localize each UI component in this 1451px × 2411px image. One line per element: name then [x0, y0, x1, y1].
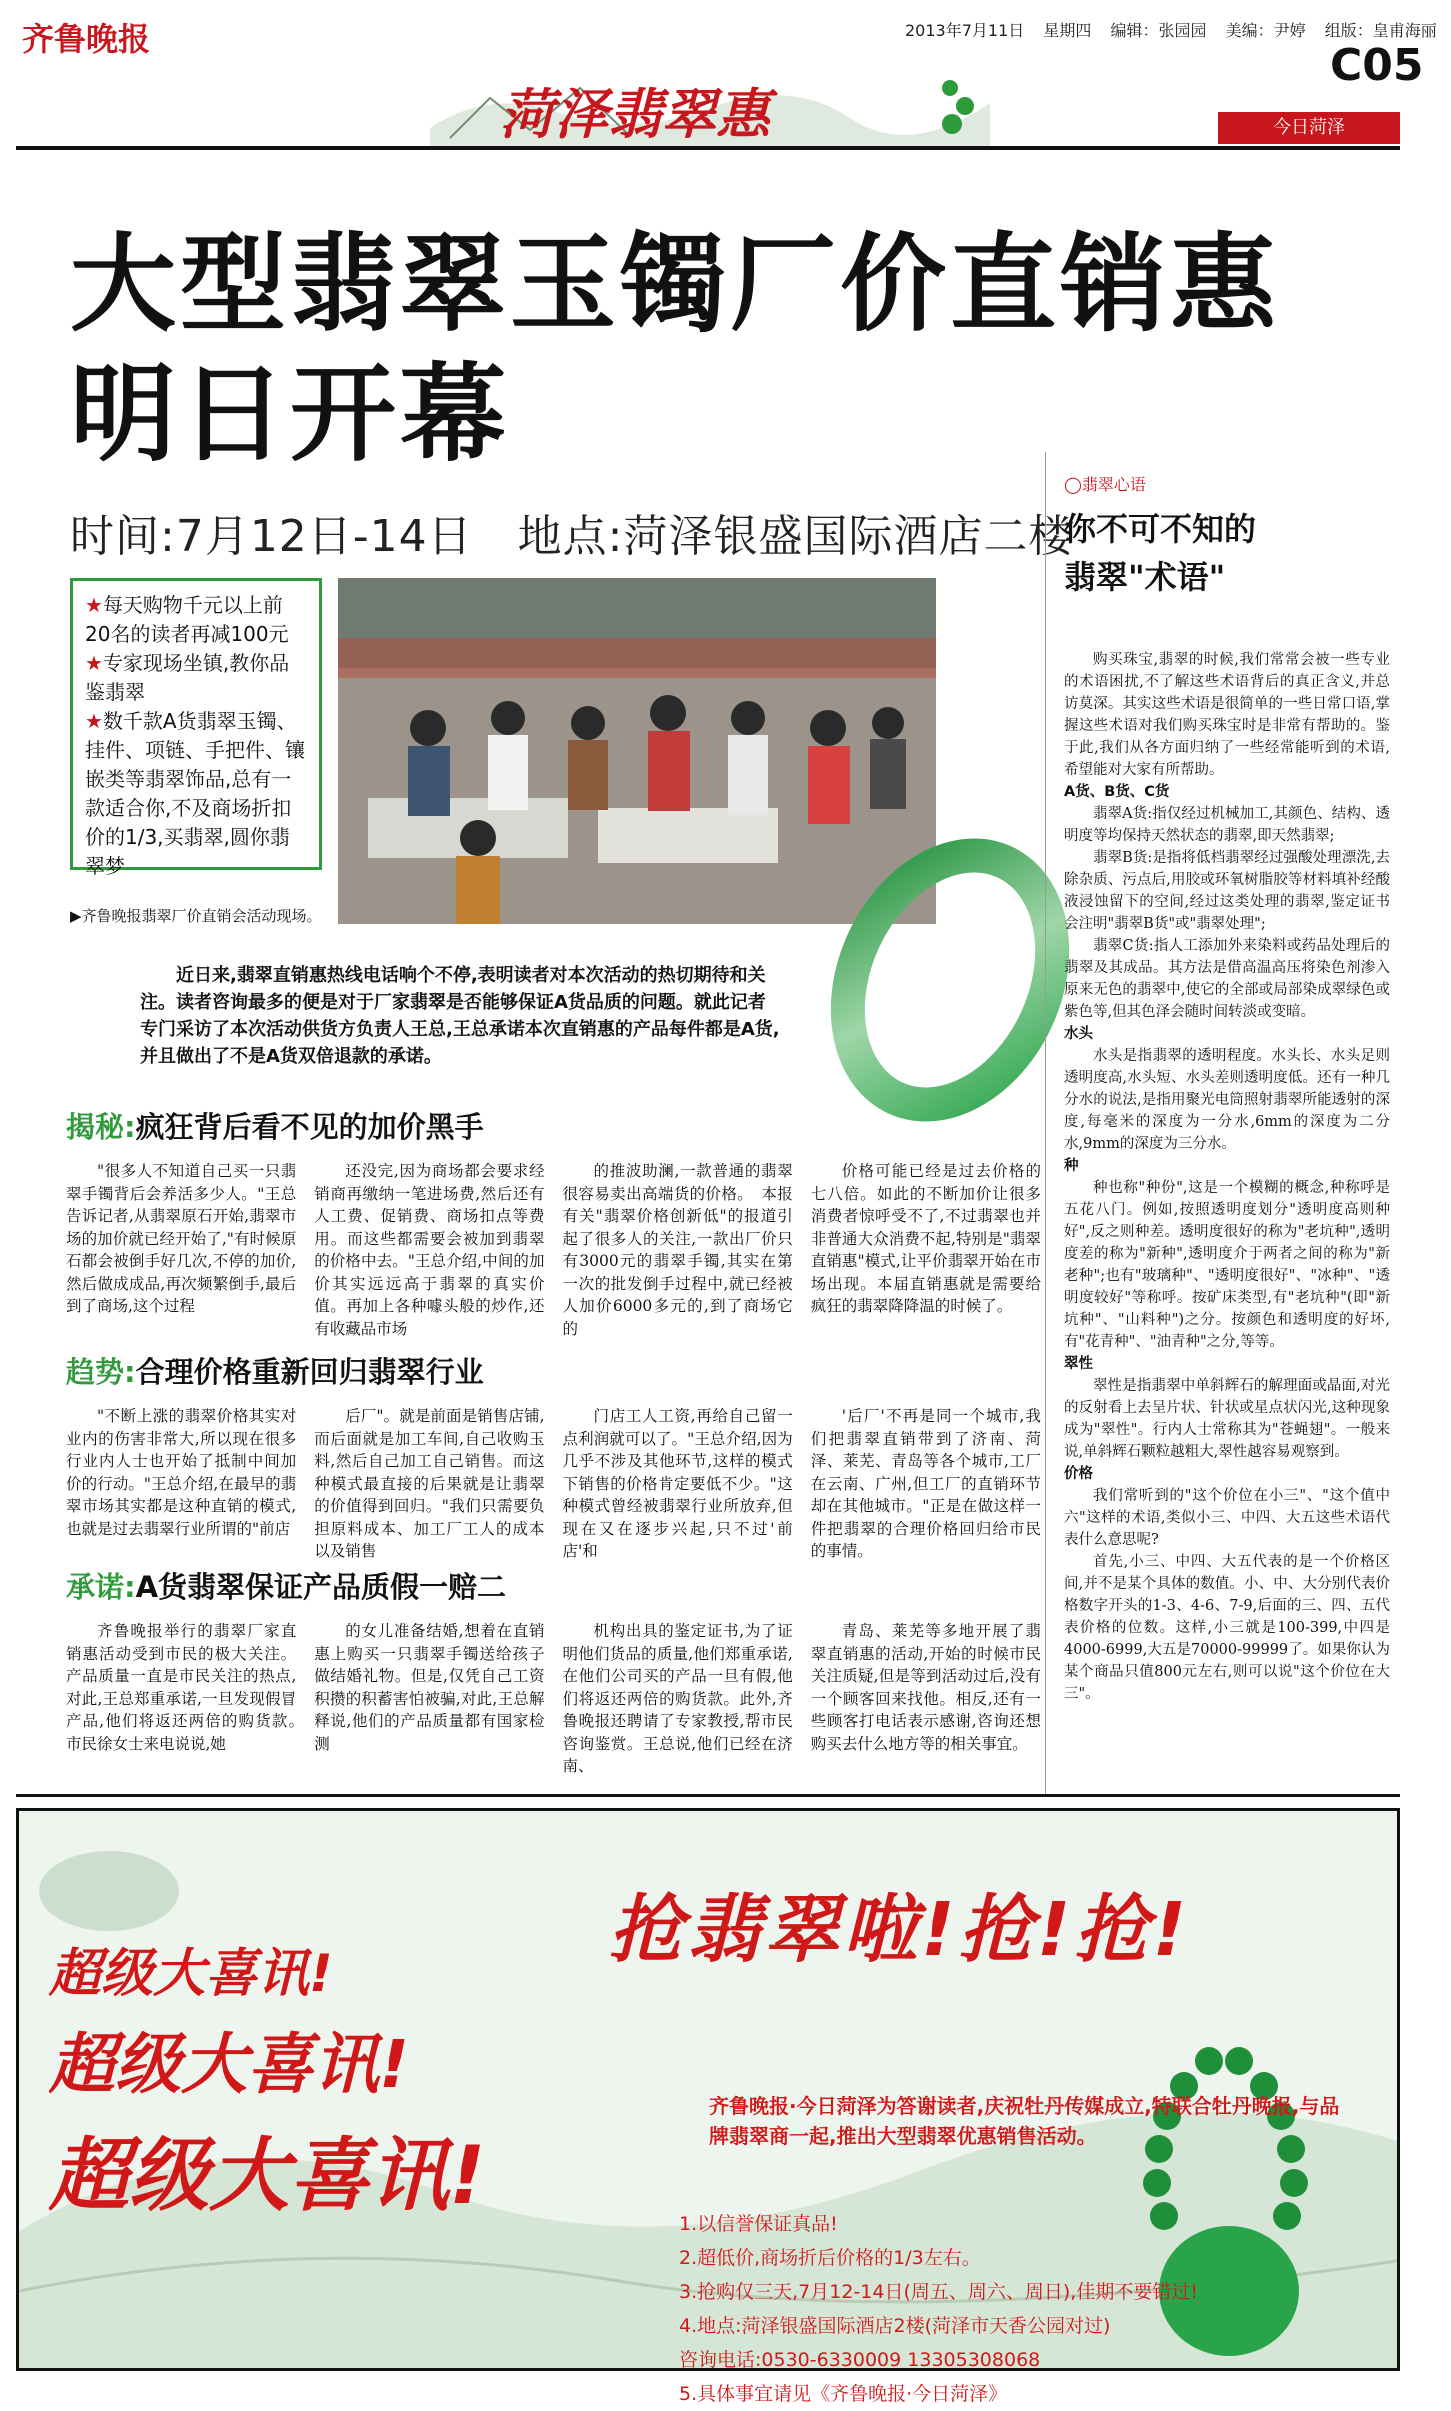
- ad-detail-item: 1.以信誉保证真品!: [679, 2213, 838, 2235]
- page-meta: [905, 18, 1451, 41]
- promo-box: [70, 578, 322, 878]
- glossary-paragraph: 水头是指翡翠的透明程度。水头长、水头足则透明度高,水头短、水头差则透明度低。还有一种几分水的说法,是指用聚光电筒照射翡翠所能透射的深度,每毫米的深度为一分水,6mm的深度为二分水,9mm的深度为三分水。: [1064, 1048, 1390, 1152]
- glossary-term: 价格: [1064, 1466, 1093, 1482]
- article-column: 青岛、莱芜等多地开展了翡翠直销惠的活动,开始的时候市民关注质疑,但是等到活动过后,没有一个顾客回来找他。相反,还有一些顾客打电话表示感谢,咨询还想购买去什么地方等的相关事宜。: [810, 1622, 1041, 1753]
- ad-detail-item: 4.地点:菏泽银盛国际酒店2楼(菏泽市天香公园对过): [679, 2315, 1111, 2337]
- glossary-term: 水头: [1064, 1026, 1093, 1042]
- star-icon: ★: [85, 709, 103, 733]
- article-column: 的女儿准备结婚,想着在直销惠上购买一只翡翠手镯送给孩子做结婚礼物。但是,仅凭自己工资积攒的积蓄害怕被骗,对此,王总解释说,他们的产品质量都有国家检测: [314, 1622, 545, 1753]
- time-place-line: 时间:7月12日-14日 地点:菏泽银盛国际酒店二楼: [70, 511, 1074, 562]
- article-column: 机构出具的鉴定证书,为了证明他们货品的质量,他们郑重承诺,在他们公司买的产品一旦有假,他们将返还两倍的购货款。此外,齐鲁晚报还聘请了专家教授,帮市民咨询鉴赏。王总说,他们已经在济南、: [562, 1622, 793, 1775]
- article-column: 的推波助澜,一款普通的翡翠很容易卖出高端货的价格。 本报有关"翡翠价格创新低"的报道引起了很多人的关注,一款出厂价只有3000元的翡翠手镯,其实在第一次的批发倒手过程中,就已经被人加价6000多元的,到了商场它的: [562, 1162, 793, 1338]
- page-number: C05: [1330, 40, 1424, 91]
- section-banner: [430, 58, 990, 150]
- ad-headline-1: 超级大喜讯!: [49, 1944, 333, 2004]
- sidebar-title: 你不可不知的 翡翠"术语": [1064, 510, 1257, 596]
- glossary-paragraph: 购买珠宝,翡翠的时候,我们常常会被一些专业的术语困扰,不了解这些术语背后的真正含义,并总访莫深。其实这些术语是很简单的一些日常口语,掌握这些术语对我们购买珠宝时是非常有帮助的。鉴于此,我们从各方面归纳了一些经常能听到的术语,希望能对大家有所帮助。: [1064, 652, 1390, 778]
- issue-date: 2013年7月11日: [905, 21, 1025, 40]
- art-credit: 美编：尹婷: [1225, 21, 1306, 40]
- article-column: "不断上涨的翡翠价格其实对业内的伤害非常大,所以现在很多行业内人士也开始了抵制中间加价的行动。"王总介绍,在最早的翡翠市场其实都是这种直销的模式,也就是过去翡翠行业所谓的"前店: [66, 1407, 297, 1538]
- article-column: 门店工人工资,再给自己留一点利润就可以了。"王总介绍,因为几乎不涉及其他环节,这样的模式下销售的价格肯定要低不少。"这种模式曾经被翡翠行业所放弃,但现在又在逐步兴起,只不过'前店'和: [562, 1407, 793, 1560]
- newspaper-brand: 齐鲁晚报: [22, 20, 151, 58]
- headline-line-1: 大型翡翠玉镯厂价直销惠: [70, 223, 1280, 346]
- sidebar-body: [1064, 649, 1390, 1705]
- intro-paragraph: 近日来,翡翠直销惠热线电话响个不停,表明读者对本次活动的热切期待和关注。读者咨询最多的便是对于厂家翡翠是否能够保证A货品质的问题。就此记者专门采访了本次活动供货方负责人王总,王总承诺本次直销惠的产品每件都是A货,并且做出了不是A货双倍退款的承诺。: [140, 965, 780, 1067]
- section-body-trend: [66, 1405, 1041, 1585]
- ad-detail-item: 3.抢购仅三天,7月12-14日(周五、周六、周日),佳期不要错过!: [679, 2281, 1198, 2303]
- article-column: "很多人不知道自己买一只翡翠手镯背后会养活多少人。"王总告诉记者,从翡翠原石开始,翡翠市场的加价就已经开始了,"有时候原石都会被倒手好几次,不停的加价,然后做成成品,再次频繁倒手,最后到了商场,这个过程: [66, 1162, 297, 1315]
- article-column: '后厂'不再是同一个城市,我们把翡翠直销带到了济南、菏泽、莱芜、青岛等各个城市,工厂在云南、广州,但工厂的直销环节却在其他城市。"正是在做这样一件把翡翠的合理价格回归给市民的事情。: [810, 1407, 1041, 1560]
- banner-title: 菏泽翡翠惠: [500, 83, 770, 146]
- article-column: 还没完,因为商场都会要求经销商再缴纳一笔进场费,然后还有人工费、促销费、商场扣点等费用。而这些都需要会被加到翡翠的价格中去。"王总介绍,中间的加价其实远远高于翡翠的真实价值。再加上各种噱头般的炒作,还有收藏品市场: [314, 1162, 545, 1338]
- article-column: 齐鲁晚报举行的翡翠厂家直销惠活动受到市民的极大关注。产品质量一直是市民关注的热点,对此,王总郑重承诺,一旦发现假冒产品,他们将返还两倍的购货款。 市民徐女士来电说说,她: [66, 1622, 312, 1753]
- glossary-term: 种: [1064, 1158, 1079, 1174]
- glossary-paragraph: 种也称"种份",这是一个模糊的概念,种称呼是五花八门。例如,按照透明度划分"透明度高则种好",反之则种差。透明度很好的称为"老坑种",透明度差的称为"新种",透明度介于两者之间的称为"新老种";也有"玻璃种"、"透明度很好"、"冰种"、"透明度较好"等称呼。按矿床类型,有"老坑种"(即"新坑种"、"山料种")之分。按颜色和透明度的好坏,有"花青种"、"油青种"之分,等等。: [1064, 1180, 1390, 1350]
- ad-headline-2: 超级大喜讯!: [49, 2026, 410, 2103]
- glossary-paragraph: 首先,小三、中四、大五代表的是一个价格区间,并不是某个具体的数值。小、中、大分别代表价格数字开头的1-3、4-6、7-9,后面的三、四、五代表价格的位数。这样,小三就是100-399,中四是4000-6999,大五是70000-99999了。如果你认为某个商品只值800元左右,则可以说"这个价位在大三"。: [1064, 1554, 1390, 1702]
- photo-caption: ▶齐鲁晚报翡翠厂价直销会活动现场。: [70, 907, 322, 925]
- bottom-rule: [16, 1794, 1400, 1797]
- promo-item: ★专家现场坐镇,教你品鉴翡翠: [85, 651, 290, 704]
- ad-detail-item: 5.具体事宜请见《齐鲁晚报·今日菏泽》: [679, 2383, 1008, 2405]
- layout-credit: 组版：皇甫海丽: [1324, 21, 1437, 40]
- top-rule: [16, 146, 1400, 150]
- glossary-paragraph: 翡翠A货:指仅经过机械加工,其颜色、结构、透明度等均保持天然状态的翡翠,即天然翡翠;: [1064, 806, 1390, 844]
- glossary-term: A货、B货、C货: [1064, 784, 1170, 800]
- ad-intro: 齐鲁晚报·今日菏泽为答谢读者,庆祝牡丹传媒成立,特联合牡丹晚报,与品牌翡翠商一起,推出大型翡翠优惠销售活动。: [709, 2094, 1340, 2148]
- ad-title: 抢翡翠啦!抢!抢!: [609, 1887, 1191, 1973]
- ad-headline-3: 超级大喜讯!: [49, 2129, 486, 2222]
- promo-item: ★每天购物千元以上前20名的读者再减100元: [85, 593, 289, 646]
- section-tag: 今日菏泽: [1218, 112, 1400, 144]
- glossary-paragraph: 翡翠B货:是指将低档翡翠经过强酸处理漂洗,去除杂质、污点后,用胶或环氧树脂胶等材料填补经酸液浸蚀留下的空间,经过这类处理的翡翠,鉴定证书会注明"翡翠B货"或"翡翠处理";: [1064, 850, 1390, 932]
- headline-line-2: 明日开幕: [70, 353, 510, 476]
- editor-credit: 编辑：张园园: [1110, 21, 1207, 40]
- section-body-reveal: [66, 1160, 1041, 1360]
- glossary-paragraph: 我们常听到的"这个价位在小三"、"这个值中六"这样的术语,类似小三、中四、大五这些术语代表什么意思呢?: [1064, 1488, 1390, 1548]
- star-icon: ★: [85, 593, 103, 617]
- article-column: 价格可能已经是过去价格的七八倍。如此的不断加价让很多消费者惊呼受不了,不过翡翠也并非普通大众消费不起,特别是"翡翠直销惠"模式,让平价翡翠开始在市场出现。本届直销惠就是需要给疯狂的翡翠降降温的时候了。: [810, 1162, 1041, 1315]
- section-heading-reveal: 揭秘:疯狂背后看不见的加价黑手: [66, 1110, 484, 1144]
- ad-details-list: [679, 2207, 1198, 2411]
- section-heading-promise: 承诺:A货翡翠保证产品质假一赔二: [66, 1570, 507, 1604]
- section-heading-trend: 趋势:合理价格重新回归翡翠行业: [66, 1355, 484, 1389]
- promo-item: ★数千款A货翡翠玉镯、挂件、项链、手把件、镶嵌类等翡翠饰品,总有一款适合你,不及商场折扣价的1/3,买翡翠,圆你翡翠梦: [85, 709, 305, 878]
- glossary-term: 翠性: [1064, 1356, 1093, 1372]
- glossary-paragraph: 翠性是指翡翠中单斜辉石的解理面或晶面,对光的反射看上去呈片状、针状或星点状闪光,这种现象成为"翠性"。行内人士常称其为"苍蝇翅"。一般来说,单斜辉石颗粒越粗大,翠性越容易观察到。: [1064, 1378, 1390, 1460]
- sidebar-glossary: [1045, 452, 1400, 1794]
- star-icon: ★: [85, 651, 103, 675]
- issue-weekday: 星期四: [1043, 21, 1092, 40]
- ad-detail-item: 咨询电话:0530-6330009 13305308068: [679, 2349, 1041, 2371]
- section-body-promise: [66, 1620, 1041, 1790]
- jade-sale-advertisement: [16, 1808, 1400, 2405]
- sidebar-tag: ◯翡翠心语: [1064, 475, 1146, 494]
- glossary-paragraph: 翡翠C货:指人工添加外来染料或药品处理后的翡翠及其成品。其方法是借高温高压将染色剂渗入原来无色的翡翠中,使它的全部或局部染成翠绿色或紫色等,但其色泽会随时间转淡或变暗。: [1064, 938, 1390, 1020]
- ad-detail-item: 2.超低价,商场折后价格的1/3左右。: [679, 2247, 981, 2269]
- article-column: 后厂"。就是前面是销售店铺,而后面就是加工车间,自己收购玉料,然后自己加工自己销售。而这种模式最直接的后果就是让翡翠的价值得到回归。"我们只需要负担原料成本、加工厂工人的成本以及销售: [314, 1407, 545, 1560]
